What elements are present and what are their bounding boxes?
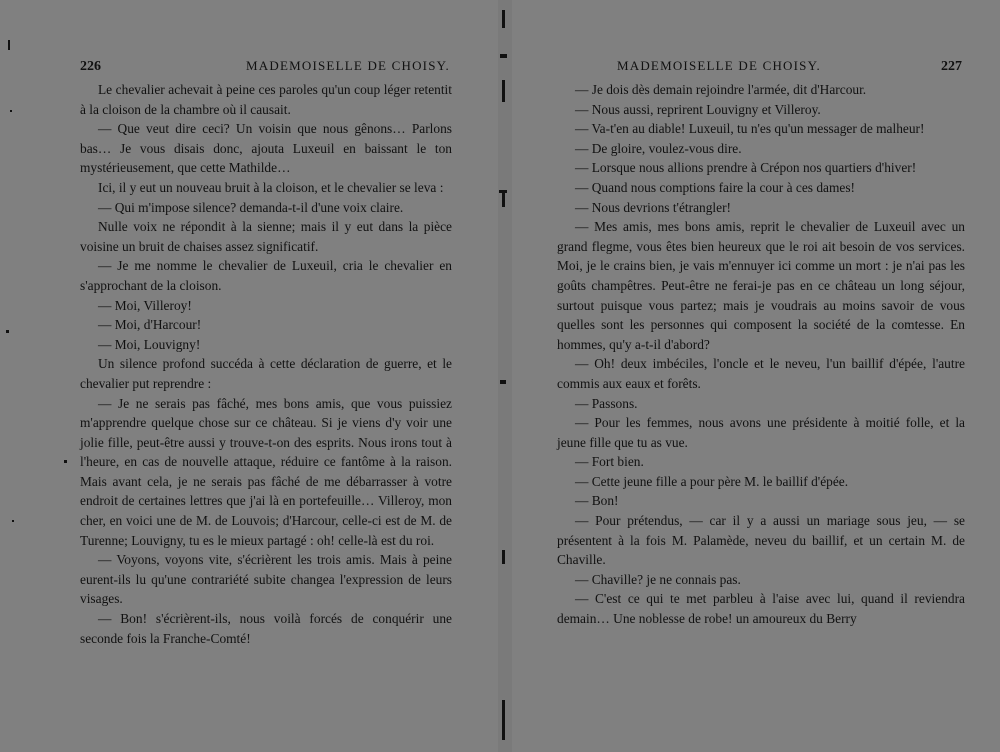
paragraph: — Cette jeune fille a pour père M. le baillif d'épée.	[575, 473, 849, 489]
paragraph: — Quand nous comptions faire la cour à ces dames!	[575, 179, 856, 195]
paragraph: — Je dois dès demain rejoindre l'armée, dit d'Harcour.	[575, 82, 867, 97]
paragraph: — Passons.	[575, 395, 638, 411]
paragraph: Le chevalier achevait à peine ces paroles qu'un coup léger retentit à la cloison de la chambre où il causait.	[80, 82, 452, 117]
paragraph: — Que veut dire ceci? Un voisin que nous gênons… Parlons bas… Je vous disais donc, ajouta Luxeuil en baissant le ton mystérieusement, que cette Mathilde…	[80, 121, 452, 176]
paragraph: Un silence profond succéda à cette déclaration de guerre, et le chevalier put reprendre :	[80, 356, 452, 391]
paragraph: — Mes amis, mes bons amis, reprit le chevalier de Luxeuil avec un grand flegme, vous êtes bien heureux que le roi ait besoin de vos services. Moi, je le crains bien, je vais m'ennuyer ici comme un mort : je n'ai pas les goûts champêtres. Peut-être ne ferai-je pas en ce château un long séjour, surtout puisque vous partez; mais je voudrais au moins savoir de vous quelles sont les personnes qui composent la société de la comtesse. En hommes, qu'y a-t-il d'abord?	[557, 219, 965, 352]
paragraph: — Nous devrions t'étrangler!	[575, 199, 731, 215]
paragraph: — Moi, Louvigny!	[98, 336, 201, 352]
paragraph: Nulle voix ne répondit à la sienne; mais il y eut dans la pièce voisine un bruit de chaises assez significatif.	[80, 219, 452, 254]
paragraph: — Nous aussi, reprirent Louvigny et Villeroy.	[575, 101, 821, 117]
left-page-number: 226	[80, 59, 101, 74]
paragraph: — Moi, d'Harcour!	[98, 317, 202, 333]
book-gutter	[498, 0, 512, 752]
paragraph: — Fort bien.	[575, 454, 644, 470]
paragraph: — C'est ce qui te met parbleu à l'aise avec lui, quand il reviendra demain… Une noblesse de robe! un amoureux du Berry	[557, 591, 965, 627]
left-page-header	[80, 58, 450, 78]
paragraph: — Va-t'en au diable! Luxeuil, tu n'es qu'un messager de malheur!	[575, 121, 925, 137]
paragraph: — Voyons, voyons vite, s'écrièrent les trois amis. Mais à peine eurent-ils lu qu'une contrariété subite changea l'expression de leurs visages.	[80, 552, 452, 607]
paragraph: — Je me nomme le chevalier de Luxeuil, cria le chevalier en s'approchant de la cloison.	[80, 258, 452, 293]
paragraph: — Oh! deux imbéciles, l'oncle et le neveu, l'un baillif d'épée, l'autre commis aux eaux et forêts.	[557, 356, 965, 391]
left-page-body	[80, 80, 452, 648]
right-page	[512, 0, 1000, 752]
paragraph: — Pour prétendus, — car il y a aussi un mariage sous jeu, — se présentent à la fois M. Palamède, neveu du baillif, et un certain M. de Chaville.	[557, 513, 965, 568]
right-page-number: 227	[941, 59, 962, 74]
left-page	[0, 0, 498, 752]
paragraph: — Qui m'impose silence? demanda-t-il d'une voix claire.	[98, 199, 404, 215]
paragraph: — Je ne serais pas fâché, mes bons amis, que vous puissiez m'apprendre quelque chose sur ce château. Si je viens d'y voir une jolie fille, peut-être aussi y trouve-t-on des esprits. Nous irons tout à l'heure, en cas de nouvelle attaque, réduire ce fantôme à la raison. Mais avant cela, je ne serais pas fâché de me débarrasser à votre endroit de certaines lettres que j'ai là en portefeuille… Villeroy, mon cher, en voici une de M. de Louvois; d'Harcour, celle-ci est de M. de Turenne; Louvigny, tu es le mieux partagé : oh! celle-là est du roi.	[80, 395, 452, 548]
paragraph: — Bon! s'écrièrent-ils, nous voilà forcés de conquérir une seconde fois la Franche-Comté!	[80, 611, 452, 646]
paragraph: — Moi, Villeroy!	[98, 297, 192, 313]
paragraph: — Bon!	[575, 493, 619, 509]
paragraph: Ici, il y eut un nouveau bruit à la cloison, et le chevalier se leva :	[98, 179, 444, 195]
paragraph: — Chaville? je ne connais pas.	[575, 571, 741, 587]
right-running-head: MADEMOISELLE DE CHOISY.	[617, 58, 821, 73]
left-running-head: MADEMOISELLE DE CHOISY.	[246, 58, 450, 73]
paragraph: — De gloire, voulez-vous dire.	[575, 140, 742, 156]
right-page-body	[557, 80, 965, 629]
paragraph: — Pour les femmes, nous avons une présidente à moitié folle, et la jeune fille que tu as vue.	[557, 415, 965, 450]
right-page-header	[617, 58, 962, 78]
paragraph: — Lorsque nous allions prendre à Crépon nos quartiers d'hiver!	[575, 160, 917, 176]
